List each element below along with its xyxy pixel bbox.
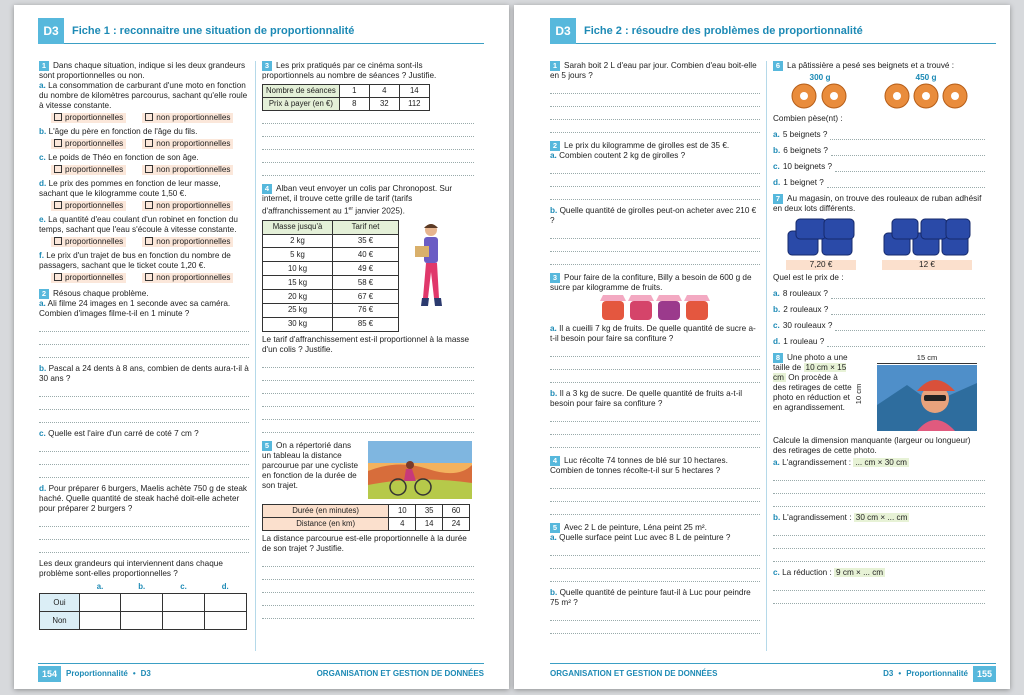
cyclist-illustration	[368, 441, 472, 499]
r-ex5: 5 Avec 2 L de peinture, Léna peint 25 m².	[550, 523, 760, 533]
ex6-item: a. 5 beignets ?	[773, 130, 985, 140]
tariff-row: 2 kg 35 €	[263, 234, 399, 248]
r-ex4: 4 Luc récolte 74 tonnes de blé sur 10 hectares. Combien de tonnes récolte-t-il sur 5 hectares ?	[550, 456, 728, 475]
ex2-c: c. Quelle est l'aire d'un carré de coté 7 cm ?	[39, 429, 199, 438]
ex2-a: a. Ali filme 24 images en 1 seconde avec sa caméra. Combien d'images filme-t-il en 1 minute ?	[39, 299, 231, 318]
right-column-2: 6 La pâtissière a pesé ses beignets et a trouvé : 300 g 450 g Combien pèse(nt) : a. 5 beignets ? b. 6 beignets ? c. 10 beignets ? d. 1 beignet ? 7 Au magasin, on trouve des rouleaux de ruban adhésif en deux lots différents. 7,20 € 12 € Quel est le prix de : a. 8 rouleaux ? b. 2 rouleaux ? c. 30 rouleaux ? d. 1 rouleau ? 8 Une photo a une taille de 10 cm × 15 cm On procède à des retirages de cette photo en réduction et en agrandissement. 15 cm 10 cm Calcule la dimension manquante (largeur ou longueur) des retirages de cette photo. a. L'agrandissement : ... cm × 30 cm b. L'agrandissement : 30 cm × ... cm c. La réduction : 9 cm × ... cm	[773, 61, 985, 604]
donuts-3-illustration	[883, 83, 969, 109]
donuts-2-illustration	[789, 83, 851, 109]
r-ex7: 7 Au magasin, on trouve des rouleaux de ruban adhésif en deux lots différents.	[773, 194, 982, 213]
weight-300: 300 g	[809, 73, 831, 82]
checkbox-proportional[interactable]: proportionnelles	[51, 113, 126, 123]
right-footer-theme: ORGANISATION ET GESTION DE DONNÉES	[550, 669, 718, 678]
checkbox-proportional[interactable]: proportionnelles	[51, 139, 126, 149]
checkbox-not-proportional[interactable]: non proportionnelles	[142, 237, 233, 247]
checkbox-proportional[interactable]: proportionnelles	[51, 201, 126, 211]
right-domain-tag: D3	[550, 18, 576, 44]
r-ex8: 8 Une photo a une taille de 10 cm × 15 cm On procède à des retirages de cette photo en réduction et en agrandissement.	[773, 353, 852, 412]
tariff-row: 30 kg 85 €	[263, 317, 399, 331]
checkbox-proportional[interactable]: proportionnelles	[51, 165, 126, 175]
r-ex3: 3 Pour faire de la confiture, Billy a besoin de 600 g de sucre par kilogramme de fruits.	[550, 273, 752, 292]
photo-height-label: 10 cm	[854, 383, 864, 405]
tariff-row: 10 kg 49 €	[263, 262, 399, 276]
left-footer: 154 Proportionnalité • D3 ORGANISATION ET GESTION DE DONNÉES	[38, 663, 484, 681]
ex7-item: b. 2 rouleaux ?	[773, 305, 985, 315]
checkbox-not-proportional[interactable]: non proportionnelles	[142, 201, 233, 211]
right-page-number: 155	[973, 666, 996, 682]
right-column-1: 1 Sarah boit 2 L d'eau par jour. Combien d'eau boit-elle en 5 jours ? 2 Le prix du kilogramme de girolles est de 35 €. a. Combien coutent 2 kg de girolles ? b. Quelle quantité de girolles peut-on acheter avec 210 € ? 3 Pour faire de la confiture, Billy a besoin de 600 g de sucre par kilogramme de fruits. a. Il a cueilli 7 kg de fruits. De quelle quantité de sucre a-t-il besoin pour faire sa confiture ? b. Il a 3 kg de sucre. De quelle quantité de fruits a-t-il besoin pour faire sa confiture ? 4 Luc récolte 74 tonnes de blé sur 10 hectares. Combien de tonnes récolte-t-il sur 5 hectares ? 5 Avec 2 L de peinture, Léna peint 25 m². a. Quelle surface peint Luc avec 8 L de peinture ? b. Quelle quantité de peinture faut-il à Luc pour peindre 75 m² ?	[550, 61, 760, 634]
delivery-person-illustration	[409, 220, 455, 332]
ex2-d: d. Pour préparer 6 burgers, Maelis achète 750 g de steak haché. Quelle quantité de steak haché doit-elle acheter pour préparer 2 burgers ?	[39, 484, 247, 513]
tariff-row: 15 kg 58 €	[263, 276, 399, 290]
right-page	[514, 5, 1010, 689]
left-header	[38, 18, 484, 44]
ex2-b: b. Pascal a 24 dents à 8 ans, combien de dents aura-t-il à 30 ans ?	[39, 364, 249, 383]
ex7-item: d. 1 rouleau ?	[773, 337, 985, 347]
photo-width-label: 15 cm	[877, 353, 977, 364]
tape-price-2: 12 €	[882, 260, 972, 270]
weight-450: 450 g	[915, 73, 937, 82]
tape-rolls-8-illustration	[882, 217, 972, 257]
ex1-item: e. La quantité d'eau coulant d'un robinet en fonction du temps, sachant que l'eau s'écoule à vitesse constante.	[39, 215, 238, 234]
left-page-title: Fiche 1 : reconnaitre une situation de proportionnalité	[72, 24, 355, 37]
tariff-row: 25 kg 76 €	[263, 303, 399, 317]
ex3-question: 3 Les prix pratiqués par ce cinéma sont-ils proportionnels au nombre de séances ? Justifie.	[262, 61, 437, 80]
photo-illustration	[877, 365, 977, 431]
ex1-item: d. Le prix des pommes en fonction de leur masse, sachant que le kilogramme coute 1,50 €.	[39, 179, 221, 198]
checkbox-not-proportional[interactable]: non proportionnelles	[142, 113, 233, 123]
right-page-title: Fiche 2 : résoudre des problèmes de proportionnalité	[584, 24, 863, 37]
left-page	[14, 5, 509, 689]
ex5-table: Durée (en minutes) 10 35 60 Distance (en km) 4 14 24	[262, 504, 470, 531]
tape-rolls-4-illustration	[786, 217, 856, 257]
r-ex2: 2 Le prix du kilogramme de girolles est de 35 €.	[550, 141, 760, 151]
tape-price-1: 7,20 €	[786, 260, 856, 270]
left-domain-tag: D3	[38, 18, 64, 44]
ex5-question: La distance parcourue est-elle proportionnelle à la durée de son trajet ? Justifie.	[262, 533, 467, 553]
ex2-intro: 2 Résous chaque problème.	[39, 289, 249, 299]
right-footer: ORGANISATION ET GESTION DE DONNÉES D3 • Proportionnalité 155	[550, 663, 996, 681]
ex7-item: a. 8 rouleaux ?	[773, 289, 985, 299]
checkbox-not-proportional[interactable]: non proportionnelles	[142, 165, 233, 175]
ex2-final: Les deux grandeurs qui interviennent dans chaque problème sont-elles proportionnelles ?	[39, 559, 223, 578]
ex1-item: f. Le prix d'un trajet de bus en fonction du nombre de passagers, sachant que le ticket coute 1,20 €.	[39, 251, 231, 270]
r-ex6: 6 La pâtissière a pesé ses beignets et a trouvé :	[773, 61, 985, 71]
tariff-row: 20 kg 67 €	[263, 290, 399, 304]
ex4-question: 4 Alban veut envoyer un colis par Chronopost. Sur internet, il trouve cette grille de tarif (tarifs d'affranchissement au 1er janvier 2025).	[262, 184, 453, 216]
ex4-question-2: Le tarif d'affranchissement est-il proportionnel à la masse d'un colis ? Justifie.	[262, 334, 470, 354]
ex2-answer-table: a. b. c. d. Oui Non	[39, 581, 247, 630]
tariff-row: 5 kg 40 €	[263, 248, 399, 262]
left-page-number: 154	[38, 666, 61, 682]
ex1-intro: 1 Dans chaque situation, indique si les deux grandeurs sont proportionnelles ou non.	[39, 61, 246, 80]
right-header	[550, 18, 996, 44]
left-footer-theme: ORGANISATION ET GESTION DE DONNÉES	[316, 669, 484, 678]
ex1-item: b. L'âge du père en fonction de l'âge du fils.	[39, 127, 198, 136]
ex6-item: c. 10 beignets ?	[773, 162, 985, 172]
ex6-item: d. 1 beignet ?	[773, 178, 985, 188]
ex5-intro: 5 On a répertorié dans un tableau la distance parcourue par une cycliste en fonction de la durée de son trajet.	[262, 440, 359, 490]
checkbox-not-proportional[interactable]: non proportionnelles	[142, 273, 233, 283]
checkbox-proportional[interactable]: proportionnelles	[51, 273, 126, 283]
ex7-item: c. 30 rouleaux ?	[773, 321, 985, 331]
ex1-item: c. Le poids de Théo en fonction de son âge.	[39, 153, 199, 162]
checkbox-not-proportional[interactable]: non proportionnelles	[142, 139, 233, 149]
ex3-table: Nombre de séances 1 4 14 Prix à payer (en €) 8 32 112	[262, 84, 430, 111]
jam-jars-illustration	[550, 293, 760, 321]
left-column-2	[262, 61, 474, 619]
ex6-item: b. 6 beignets ?	[773, 146, 985, 156]
checkbox-proportional[interactable]: proportionnelles	[51, 237, 126, 247]
left-column-1	[39, 61, 249, 630]
ex4-tariff-table: Masse jusqu'à Tarif net 2 kg 35 € 5 kg 40 € 10 kg 49 € 15 kg 58 € 20 kg 67 € 25 kg 76 € 30 kg 85 €	[262, 220, 399, 332]
r-ex1: 1 Sarah boit 2 L d'eau par jour. Combien d'eau boit-elle en 5 jours ?	[550, 61, 757, 80]
ex1-item: a. La consommation de carburant d'une moto en fonction du nombre de kilomètres parcourus, sachant qu'elle roule à vitesse constante.	[39, 81, 248, 110]
